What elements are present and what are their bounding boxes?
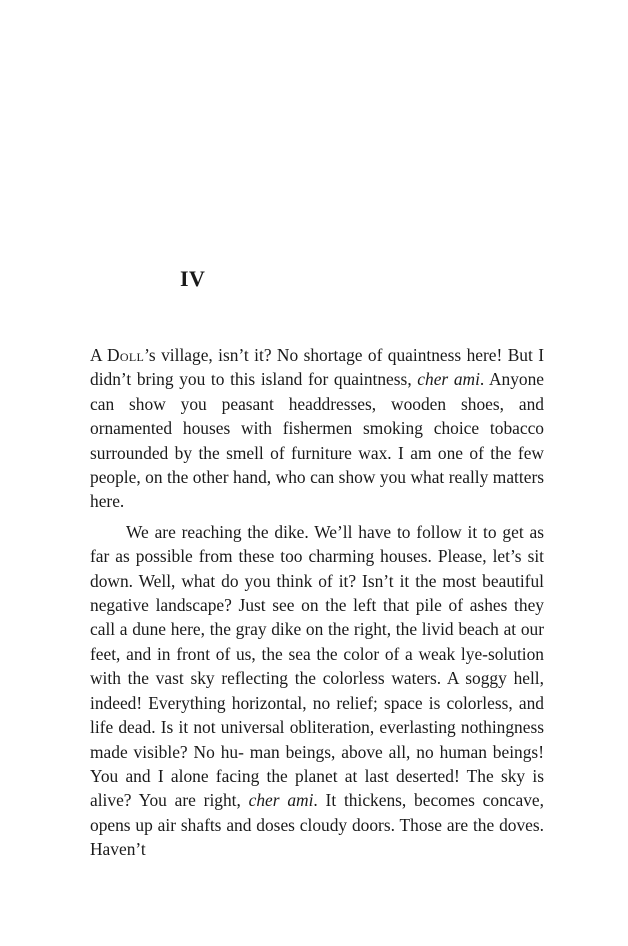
paragraph-1-lead: A: [90, 345, 107, 365]
paragraph-2-text-a: We are reaching the dike. We’ll have to follow it to get as far as possible from these too charming houses. Please, let’s sit down. Well, what do you think of it? Isn’t it the most beautiful negative landscape? Just see on the left that pile of ashes they call a dune here, the gray dike on the right, the livid beach at our feet, and in front of us, the sea the color of a weak lye-solution with the vast sky reflecting the colorless waters. A soggy hell, indeed! Everything horizontal, no relief; space is colorless, and life dead. Is it not universal obliteration, everlasting nothingness made visible? No hu- man beings, above all, no human beings! You and I alone facing the planet at last deserted! The sky is alive? You are right,: [90, 521, 544, 811]
body-text: [90, 343, 544, 862]
paragraph-1-text-b: . Anyone can show you peasant headdresses, wooden shoes, and ornamented houses with fishermen smoking choice tobacco surrounded by the smell of furniture wax. I am one of the few people, on the other hand, who can show you what really matters here.: [90, 369, 544, 512]
paragraph-2-text-b: . It thickens, becomes concave, opens up air shafts and doses cloudy doors. Those are the doves. Haven’t: [90, 790, 544, 860]
paragraph-1: [90, 343, 544, 514]
chapter-heading: IV: [180, 266, 206, 291]
paragraph-1-text-a: ’s village, isn’t it? No shortage of quaintness here! But I didn’t bring you to this island for quaintness,: [90, 345, 544, 390]
paragraph-2: [90, 520, 544, 862]
paragraph-2-italic-phrase: cher ami: [248, 790, 314, 811]
paragraph-1-smallcaps-word: Doll: [107, 345, 145, 365]
paragraph-1-italic-phrase: cher ami: [417, 369, 480, 390]
